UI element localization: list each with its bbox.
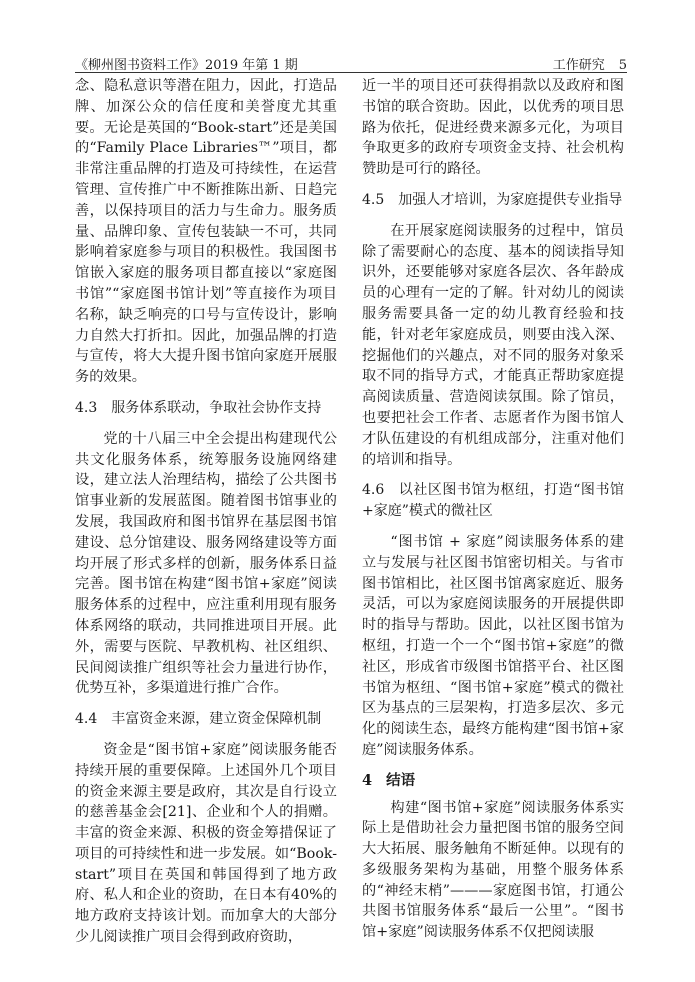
- header-rule: [75, 72, 627, 73]
- paragraph-4-3: 党的十八届三中全会提出构建现代公共文化服务体系，统筹服务设施网络建设，建立法人治理结构，描绘了公共图书馆事业新的发展蓝图。随着图书馆事业的发展，我国政府和图书馆界在基层图书馆建设、总分馆建设、服务网络建设等方面均开展了形式多样的创新，服务体系日益完善。图书馆在构建“图书馆+家庭”阅读服务体系的过程中，应注重利用现有服务体系网络的联动，共同推进项目开展。此外，需要与医院、早教机构、社区组织、民间阅读推广组织等社会力量进行协作，优势互补，多渠道进行推广合作。: [75, 430, 337, 697]
- heading-number: 4.5: [362, 191, 385, 208]
- heading-text: 服务体系联动，争取社会协作支持: [111, 399, 322, 416]
- heading-text: 结语: [386, 771, 416, 789]
- heading-4-6: [362, 480, 624, 522]
- paragraph-4-5: 在开展家庭阅读服务的过程中，馆员除了需要耐心的态度、基本的阅读指导知识外，还要能够对家庭各层次、各年龄成员的心理有一定的了解。针对幼儿的阅读服务需要具备一定的幼儿教育经验和技能，针对老年家庭成员，则要由浅入深、挖掘他们的兴趣点，对不同的服务对象采取不同的指导方式，才能真正帮助家庭提高阅读质量、营造阅读氛围。除了馆员，也要把社会工作者、志愿者作为图书馆人才队伍建设的有机组成部分，注重对他们的培训和指导。: [362, 222, 624, 468]
- heading-number: 4: [362, 771, 373, 789]
- left-column: [75, 76, 337, 948]
- running-header: [75, 52, 627, 72]
- paragraph-4: 构建“图书馆+家庭”阅读服务体系实际上是借助社会力量把图书馆的服务空间大大拓展、服务触角不断延伸。以现有的多级服务架构为基础，用整个服务体系的“神经末梢”———家庭图书馆，打通公共图书馆服务体系“最后一公里”。“图书馆+家庭”阅读服务体系不仅把阅读服: [362, 799, 624, 941]
- page-number: 5: [618, 58, 627, 73]
- section-name: 工作研究: [552, 58, 605, 73]
- heading-number: 4.4: [75, 711, 98, 728]
- heading-text: 丰富资金来源，建立资金保障机制: [111, 711, 322, 728]
- heading-number: 4.6: [362, 482, 385, 499]
- heading-4-5: [362, 190, 624, 211]
- paragraph-continued: 念、隐私意识等潜在阻力，因此，打造品牌、加深公众的信任度和美誉度尤其重要。无论是英国的“Book-start”还是美国的“Family Place Libraries™”项目，都非常注重品牌的打造及可持续性，在运营管理、宣传推广中不断推陈出新、日趋完善，以保持项目的活力与生命力。服务质量、品牌印象、宣传包装缺一不可，共同影响着家庭参与项目的积极性。我国图书馆嵌入家庭的服务项目都直接以“家庭图书馆”“家庭图书馆计划”等直接作为项目名称，缺乏响亮的口号与宣传设计，影响力自然大打折扣。因此，加强品牌的打造与宣传，将大大提升图书馆向家庭开展服务的效果。: [75, 78, 337, 386]
- paragraph-4-6: “图书馆 + 家庭”阅读服务体系的建立与发展与社区图书馆密切相关。与省市图书馆相比，社区图书馆离家庭近、服务灵活，可以为家庭阅读服务的开展提供即时的指导与帮助。因此，以社区图书馆为枢纽，打造一个一个“图书馆+家庭”的微社区，形成省市级图书馆搭平台、社区图书馆为枢纽、“图书馆+家庭”模式的微社区为基点的三层架构，打造多层次、多元化的阅读生态，最终方能构建“图书馆+家庭”阅读服务体系。: [362, 533, 624, 758]
- heading-number: 4.3: [75, 399, 98, 416]
- heading-4-conclusion: [362, 771, 624, 792]
- section-and-page: [553, 54, 627, 73]
- heading-text: 加强人才培训，为家庭提供专业指导: [398, 191, 623, 208]
- journal-title: 《柳州图书资料工作》2019 年第 1 期: [75, 58, 298, 73]
- paragraph-4-4: 资金是“图书馆+家庭”阅读服务能否持续开展的重要保障。上述国外几个项目的资金来源主要是政府，其次是自行设立的慈善基金会[21]、企业和个人的捐赠。丰富的资金来源、积极的资金筹措保证了项目的可持续性和进一步发展。如“Book-start”项目在英国和韩国得到了地方政府、私人和企业的资助，在日本有40%的地方政府支持该计划。而加拿大的大部分少儿阅读推广项目会得到政府资助，: [75, 741, 337, 946]
- paragraph-continued: 近一半的项目还可获得捐款以及政府和图书馆的联合资助。因此，以优秀的项目思路为依托，促进经费来源多元化，为项目争取更多的政府专项资金支持、社会机构赞助是可行的路径。: [362, 78, 624, 178]
- heading-4-3: [75, 398, 337, 419]
- right-column: [362, 76, 624, 943]
- heading-text: 以社区图书馆为枢纽，打造“图书馆+家庭”模式的微社区: [362, 482, 624, 520]
- heading-4-4: [75, 709, 337, 730]
